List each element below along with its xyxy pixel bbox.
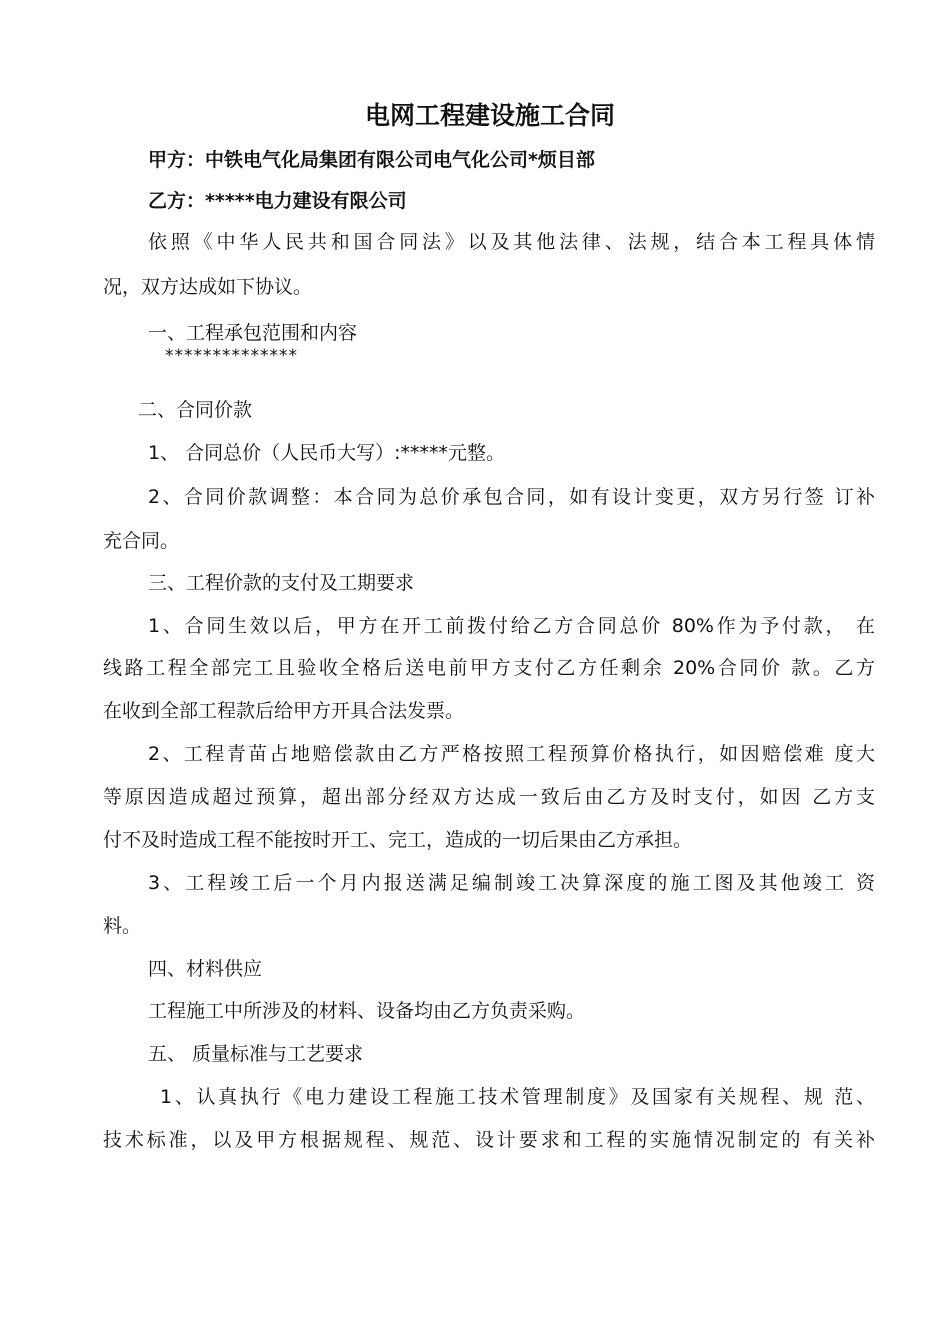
section-2-item-2-line-2: 充合同。 [103,530,180,552]
section-3-item-3-line-1: 3、工程竣工后一个月内报送满足编制竣工决算深度的施工图及其他竣工 资 [148,872,875,894]
intro-line-2: 况，双方达成如下协议。 [103,276,313,298]
section-3-item-1-line-2: 线路工程全部完工且验收全格后送电前甲方支付乙方任剩余 20%合同价 款。乙方 [103,657,875,679]
section-3-heading: 三、工程价款的支付及工期要求 [148,572,415,594]
section-1-heading: 一、工程承包范围和内容 [148,322,358,344]
party-a: 甲方：中铁电气化局集团有限公司电气化公司*烦目部 [148,149,595,171]
section-4-content: 工程施工中所涉及的材料、设备均由乙方负责采购。 [148,1000,586,1022]
section-1-content: ************** [165,346,298,366]
party-b: 乙方：*****电力建设有限公司 [148,190,407,212]
section-5-heading: 五、 质量标准与工艺要求 [148,1043,364,1065]
section-2-heading: 二、合同价款 [138,399,253,421]
section-3-item-1-line-3: 在收到全部工程款后给甲方开具合法发票。 [103,700,465,722]
section-3-item-2-line-1: 2、工程青苗占地赔偿款由乙方严格按照工程预算价格执行，如因赔偿难 度大 [148,743,875,765]
section-2-item-2-line-1: 2、合同价款调整：本合同为总价承包合同，如有设计变更，双方另行签 订补 [148,486,875,508]
section-3-item-1-line-1: 1、合同生效以后，甲方在开工前拨付给乙方合同总价 80%作为予付款， 在 [148,615,875,637]
section-4-heading: 四、材料供应 [148,958,263,980]
section-2-item-1: 1、 合同总价（人民币大写）:*****元整。 [148,442,506,464]
section-5-item-1-line-2: 技术标准，以及甲方根据规程、规范、设计要求和工程的实施情况制定的 有关补 [103,1129,875,1151]
intro-line-1: 依照《中华人民共和国合同法》以及其他法律、法规，结合本工程具体情 [148,231,875,253]
section-3-item-2-line-3: 付不及时造成工程不能按时开工、完工，造成的一切后果由乙方承担。 [103,829,693,851]
section-3-item-3-line-2: 料。 [103,915,142,937]
document-title: 电网工程建设施工合同 [364,101,615,130]
section-5-item-1-line-1: 1、认真执行《电力建设工程施工技术管理制度》及国家有关规程、规 范、 [160,1086,875,1108]
section-3-item-2-line-2: 等原因造成超过预算，超出部分经双方达成一致后由乙方及时支付，如因 乙方支 [103,786,875,808]
